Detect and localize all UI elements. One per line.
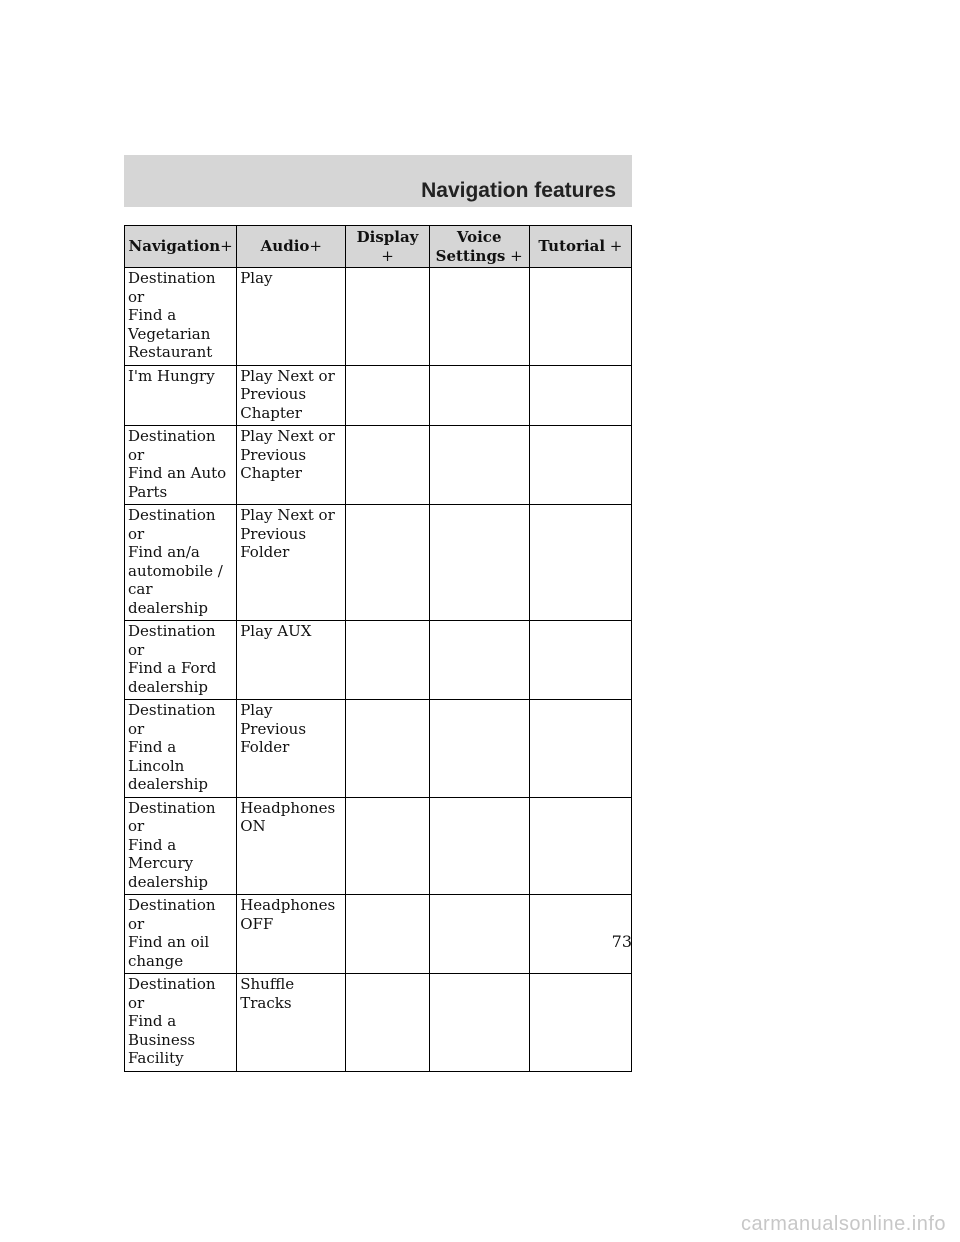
table-row <box>125 426 632 505</box>
tutorial-cell <box>529 621 631 700</box>
display-cell <box>346 505 429 621</box>
audio-cell: Play Next or Previous Chapter <box>237 365 346 426</box>
voice-settings-cell <box>429 700 529 798</box>
audio-cell: Play Next or Previous Folder <box>237 505 346 621</box>
voice-settings-cell <box>429 797 529 895</box>
display-cell <box>346 268 429 366</box>
table-row <box>125 621 632 700</box>
display-cell <box>346 621 429 700</box>
voice-settings-cell <box>429 365 529 426</box>
tutorial-cell <box>529 365 631 426</box>
navigation-cell: Destination or Find a Ford dealership <box>125 621 237 700</box>
voice-settings-cell <box>429 621 529 700</box>
table-row <box>125 895 632 974</box>
tutorial-cell <box>529 426 631 505</box>
audio-cell: Play Next or Previous Chapter <box>237 426 346 505</box>
voice-command-table <box>124 225 632 1072</box>
tutorial-cell <box>529 268 631 366</box>
audio-cell: Shuffle Tracks <box>237 974 346 1072</box>
table-header-row <box>125 226 632 268</box>
audio-cell: Headphones OFF <box>237 895 346 974</box>
page-number: 73 <box>611 932 632 951</box>
navigation-cell: Destination or Find an Auto Parts <box>125 426 237 505</box>
table-row <box>125 505 632 621</box>
column-header-voice-settings: Voice Settings + <box>429 226 529 268</box>
navigation-cell: Destination or Find a Business Facility <box>125 974 237 1072</box>
table-row <box>125 700 632 798</box>
navigation-cell: Destination or Find a Vegetarian Restaurant <box>125 268 237 366</box>
navigation-cell: Destination or Find a Mercury dealership <box>125 797 237 895</box>
section-title: Navigation features <box>421 179 616 202</box>
column-header-audio: Audio+ <box>237 226 346 268</box>
display-cell <box>346 797 429 895</box>
table-row <box>125 268 632 366</box>
column-header-navigation: Navigation+ <box>125 226 237 268</box>
column-header-display: Display + <box>346 226 429 268</box>
display-cell <box>346 700 429 798</box>
display-cell <box>346 895 429 974</box>
display-cell <box>346 426 429 505</box>
voice-settings-cell <box>429 268 529 366</box>
navigation-cell: I'm Hungry <box>125 365 237 426</box>
voice-settings-cell <box>429 426 529 505</box>
section-header <box>124 155 632 207</box>
display-cell <box>346 365 429 426</box>
navigation-cell: Destination or Find an oil change <box>125 895 237 974</box>
table-row <box>125 365 632 426</box>
voice-settings-cell <box>429 974 529 1072</box>
tutorial-cell <box>529 700 631 798</box>
navigation-cell: Destination or Find a Lincoln dealership <box>125 700 237 798</box>
column-header-tutorial: Tutorial + <box>529 226 631 268</box>
table-row <box>125 797 632 895</box>
audio-cell: Headphones ON <box>237 797 346 895</box>
audio-cell: Play <box>237 268 346 366</box>
display-cell <box>346 974 429 1072</box>
audio-cell: Play AUX <box>237 621 346 700</box>
watermark-text: carmanualsonline.info <box>740 1213 946 1235</box>
audio-cell: Play Previous Folder <box>237 700 346 798</box>
table-row <box>125 974 632 1072</box>
tutorial-cell <box>529 505 631 621</box>
voice-settings-cell <box>429 505 529 621</box>
tutorial-cell <box>529 797 631 895</box>
navigation-cell: Destination or Find an/a automobile / car dealership <box>125 505 237 621</box>
tutorial-cell <box>529 974 631 1072</box>
voice-settings-cell <box>429 895 529 974</box>
